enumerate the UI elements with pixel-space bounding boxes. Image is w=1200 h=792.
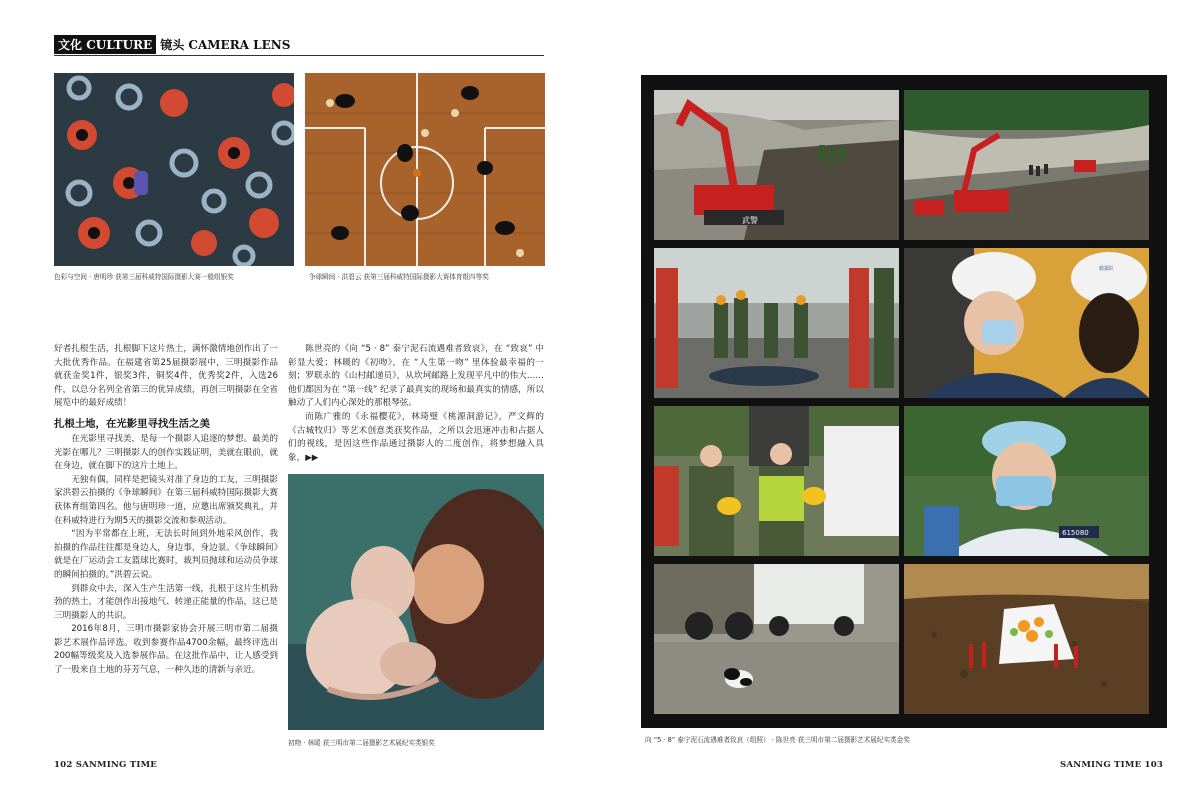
tile-excavator-1: [654, 90, 899, 240]
section-en: CULTURE: [86, 37, 153, 52]
text-column-2: [288, 343, 544, 465]
text-column-1: [54, 343, 278, 678]
col1-paragraph-2: 在光影里寻找美，是每一个摄影人追逐的梦想。最美的光影在哪儿？三明摄影人的创作实践证明，美就在眼前，就在身边，就在脚下的这片土地上。: [54, 433, 278, 472]
lens-title: [160, 36, 290, 53]
tile-memorial-flowers: [904, 564, 1149, 714]
rescue-team-women-image: [904, 248, 1149, 398]
soldiers-helmets-image: [654, 406, 899, 556]
photo-colors-space: [54, 73, 294, 266]
col2-paragraph-2: [288, 411, 544, 465]
police-officer-image: [904, 406, 1149, 556]
header-rule: [54, 55, 544, 56]
rescuers-mourning-image: [654, 248, 899, 398]
col1-heading: 扎根土地，在光影里寻找生活之美: [54, 417, 210, 430]
col2-paragraph-1: 陈世亮的《向 “5 · 8” 泰宁泥石流遇难者致哀》，在 “致哀” 中彰显大爱；林暖的《初吻》，在 “人生第一吻” 里体验最幸福的一刻；罗联永的《山村邮递员》，从坎坷邮路上发现平凡中的伟大……他们都因为在 “第一线” 纪录了最真实的现场和最真实的情感，所以触动了人们内心深处的那根琴弦。: [288, 344, 544, 409]
col1-paragraph-4: “因为平常都在上班，无法长时间到外地采风创作，我拍摄的作品往往都是身边人，身边事，身边景。《争球瞬间》就是在厂运动会工友篮球比赛时，裁判员抛球和运动员争球的瞬间拍摄的。”洪碧云说。: [54, 529, 278, 580]
dog-by-truck-image: [654, 564, 899, 714]
colors-space-image: [54, 73, 294, 266]
lens-en: CAMERA LENS: [188, 37, 291, 52]
photo-series-frame: [641, 75, 1167, 728]
first-kiss-image: [288, 474, 544, 730]
col2-paragraph-2-text: 而陈广雅的《永福樱花》，林琦璧《桃源洞游记》，严文辉的《古城牧归》等艺术创意类获奖作品，之所以会迅速冲击和占据人们的视线，是因这些作品通过摄影人的二度创作，将梦想融入具象，: [288, 411, 544, 463]
excavators-river-image: [904, 90, 1149, 240]
tile-dog-truck: [654, 564, 899, 714]
page-number-left: 102 SANMING TIME: [54, 760, 158, 770]
wujing-label: 武警: [742, 216, 758, 225]
photo-first-kiss: [288, 474, 544, 730]
tile-rescuers-mourning: [654, 248, 899, 398]
caption-tribute-series: 向 “5 · 8” 泰宁泥石流遇难者致哀（组照） · 陈世亮 获三明市第二届摄影艺术展纪实类金奖: [645, 736, 910, 744]
caption-colors-space: 色彩与空间 · 唐明珍 获第三届科威特国际摄影大赛一般组银奖: [54, 273, 234, 281]
section-tag: [54, 35, 156, 54]
excavator-rescue-image: [654, 90, 899, 240]
photo-ball-moment: [305, 73, 545, 266]
col1-paragraph-5: 到群众中去，深入生产生活第一线，扎根于这片生机勃勃的热土，才能创作出接地气、转递正能量的作品，这已是三明摄影人的共识。: [54, 583, 278, 621]
police-number: 615080: [1062, 529, 1089, 537]
col1-paragraph-3: 无独有偶，同样是把镜头对准了身边的工友，三明摄影家洪碧云拍摄的《争球瞬间》在第三届科威特国际摄影大赛获体育组第四名。他与唐明珍一道，应邀出席颁奖典礼，并在科威特进行为期5天的摄影交流和参观活动。: [54, 474, 278, 526]
col1-paragraph-6: 2016年8月，三明市摄影家协会开展三明市第二届摄影艺术展作品评选。收到参赛作品4700余幅，最终评选出200幅等级奖及入选参展作品。在这批作品中，让人感受到了一股来自土地的芬芳气息，一种久违的清新与亲近。: [54, 624, 278, 676]
basketball-court-image: [305, 73, 545, 266]
ranger-label: 救援队: [1099, 266, 1115, 272]
section-cn: 文化: [58, 37, 83, 52]
caption-ball-moment: 争球瞬间 · 洪碧云 获第三届科威特国际摄影大赛体育组四等奖: [309, 273, 489, 281]
tile-rescue-women: [904, 248, 1149, 398]
col1-paragraph-1: 好者扎根生活，扎根脚下这片热土，满怀激情地创作出了一大批优秀作品。在福建省第25届摄影展中，三明摄影作品就获金奖1件，银奖3件，铜奖4件，优秀奖2件，入选26件，以总分名列全省第三的优异成绩，再创三明摄影在全省展览中的最好成绩！: [54, 344, 278, 409]
tile-excavator-2: [904, 90, 1149, 240]
page-number-right: SANMING TIME 103: [1060, 760, 1164, 770]
tile-police-officer: [904, 406, 1149, 556]
continue-marker: ▶▶: [305, 452, 319, 463]
lens-cn: 镜头: [160, 37, 185, 52]
tile-soldiers-helmets: [654, 406, 899, 556]
section-header: [54, 36, 290, 52]
caption-first-kiss: 初吻 · 林暖 获三明市第二届摄影艺术展纪实类银奖: [288, 739, 435, 747]
memorial-flowers-image: [904, 564, 1149, 714]
